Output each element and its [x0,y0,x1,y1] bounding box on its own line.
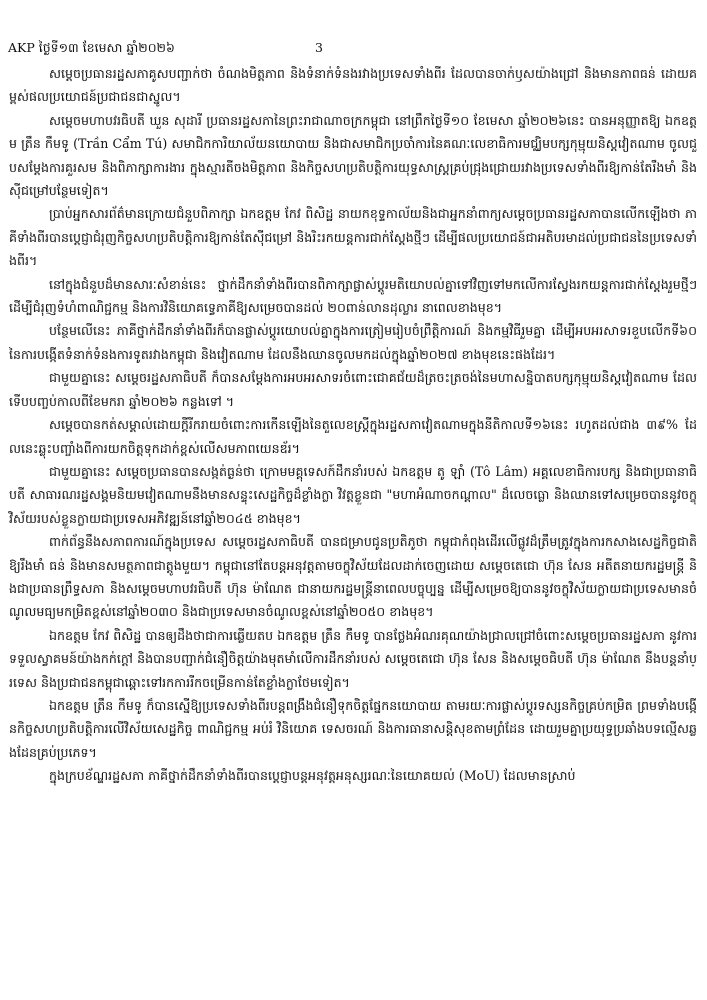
paragraph: សម្តេចបានកត់សម្គាល់ដោយក្តីរីករាយចំពោះការកើនឡើងនៃតួលេខស្ត្រីក្នុងរដ្ឋសភាវៀតណាមក្នុងនីតិកាលទី១៦នេះ រហូតដល់ជាង ៣៩% ដែលនេះឆ្លុះបញ្ចាំងពីការយកចិត្តទុកដាក់ខ្ពស់លើសមភាពយេនឌ័រ។ [9,417,697,456]
paragraph: ឯកឧត្តម កែវ ពិសិដ្ឋ បានឲ្យដឹងថាជាការឆ្លើយតប ឯកឧត្តម ត្រឹន កឹមទូ បានថ្លែងអំណរគុណយ៉ាងជ្រាលជ្រៅចំពោះសម្តេចប្រធានរដ្ឋសភា នូវការទទួលស្វាគមន៍យ៉ាងកក់ក្តៅ និងបានបញ្ជាក់ជំនឿចិត្តយ៉ាងមុតមាំលើការដឹកនាំរបស់ សម្តេចតេជោ ហ៊ុន សែន និងសម្តេចធិបតី ហ៊ុន ម៉ាណែត នឹងបន្តនាំប្រទេស និងប្រជាជនកម្ពុជាឆ្ពោះទៅរកការរីកចម្រើនកាន់តែខ្លាំងក្លាថែមទៀត។ [9,627,697,690]
paragraph: សម្តេចមហាបវរធិបតី ឃួន សុដារី ប្រធានរដ្ឋសភានៃព្រះរាជាណាចក្រកម្ពុជា នៅព្រឹកថ្ងៃទី១០ ខែមេសា ឆ្នាំ២០២៦នេះ បានអនុញ្ញាតឱ្យ ឯកឧត្តម ត្រឹន កឹមទូ (Trần Cẩm Tú) សមាជិកការិយាល័យនយោបាយ និងជាសមាជិកប្រចាំការនៃគណៈលេខាធិការមជ្ឈិមបក្សកុម្មុយនិស្តវៀតណាម ចូលជួបសម្តែងការគួរសម និងពិភាក្សាការងារ ក្នុងស្មារតីចងមិត្តភាព និងកិច្ចសហប្រតិបត្តិការយុទ្ធសាស្ត្រគ្រប់ជ្រុងជ្រោយរវាងប្រទេសទាំងពីរឱ្យកាន់តែរឹងមាំ និងស៊ីជម្រៅបន្ថែមទៀត។ [9,112,697,199]
paragraph: សម្តេចប្រធានរដ្ឋសភាគូសបញ្ជាក់ថា ចំណងមិត្តភាព ​និងទំនាក់ទំនងរវាងប្រទេសទាំងពីរ ដែលបានចាក់ឫសយ៉ាងជ្រៅ និងមានភាពធន់ ដោយគម្ពស់ផលប្រយោជន៍ប្រជាជនជាស្នូល។ [9,66,697,105]
dateline: AKP ថ្ងៃទី១៣ ខែមេសា ឆ្នាំ២០២៦ [8,40,175,55]
paragraph: ជាមួយគ្នានេះ សម្តេចប្រធានបានសង្កត់ធ្ងន់ថា ក្រោមមគ្គុទេសក៍ដឹកនាំរបស់ ឯកឧត្តម តូ ឡាំ (Tô Lâm) អគ្គលេខាធិការបក្ស និងជាប្រធានាធិបតី សាធារណរដ្ឋសង្គមនិយមវៀតណាមនឹងមានសន្ទុះសេដ្ឋកិច្ចដ៏ខ្លាំងក្លា វិវត្តខ្លួនជា "មហាអំណាចកណ្តាល" ដ៏លេចធ្លោ និងឈានទៅសម្រេចបាននូវចក្ខុវិស័យរបស់ខ្លួនក្លាយជាប្រទេសអភិវឌ្ឍន៍នៅឆ្នាំ២០៤៥ ខាងមុខ។ [9,463,697,526]
paragraph: ឯកឧត្តម ត្រឹន កឹមទូ ក៏បានស្នើឱ្យប្រទេសទាំងពីរបន្តពង្រឹងជំនឿទុកចិត្តផ្នែកនយោបាយ តាមរយៈការផ្លាស់ប្តូរទស្សនកិច្ចគ្រប់កម្រិត ព្រមទាំងបង្កើនកិច្ចសហប្រតិបត្តិការលើវិស័យសេដ្ឋកិច្ច ពាណិជ្ជកម្ម អប់រំ វិនិយោគ ទេសចរណ៍ និងការធានាសន្តិសុខតាមព្រំដែន ដោយរួមគ្នាប្រយុទ្ធប្រឆាំងបទល្មើសឆ្លងដែនគ្រប់ប្រភេទ។ [9,697,697,760]
paragraph: ក្នុងក្របខ័ណ្ឌរដ្ឋសភា ភាគីថ្នាក់ដឹកនាំទាំងពីរបានប្តេជ្ញាបន្តអនុវត្តអនុស្សរណៈនៃយោគយល់ (MoU) ដែលមានស្រាប់ [49,768,576,784]
page-number: 3 [315,40,323,55]
page-header [8,38,699,58]
paragraph: ពាក់ព័ន្ធនឹងសភាពការណ៍ក្នុងប្រទេស សម្តេចរដ្ឋសភាធិបតី បានជម្រាបជូនប្រតិភូថា កម្ពុជាកំពុងដើរលើផ្លូវដ៏ត្រឹមត្រូវក្នុងការកសាងសេដ្ឋកិច្ចជាតិឱ្យរឹងមាំ ធន់ និងមានសមត្ថភាពជាត្តូងមួយ។ កម្ពុជានៅតែបន្តអនុវត្តតាមចក្ខុវិស័យដែលដាក់ចេញដោយ សម្តេចតេជោ ហ៊ុន សែន អតីតនាយករដ្ឋមន្ត្រី និងជាប្រធានព្រឹទ្ធសភា និងសម្តេចមហាបវរធិបតី ហ៊ុន ម៉ាណែត ជានាយករដ្ឋមន្ត្រីនាពេលបច្ចុប្បន្ន ដើម្បីសម្រេចឱ្យបាននូវចក្ខុវិស័យក្លាយជាប្រទេសមានចំណូលមធ្យមកម្រិតខ្ពស់នៅឆ្នាំ២០៣០ និងជាប្រទេសមានចំណូលខ្ពស់នៅឆ្នាំ២០៥០ ខាងមុខ។ [9,534,697,620]
paragraph: ជាមួយគ្នានេះ សម្តេចរដ្ឋសភាធិបតី ក៏បានសម្តែងការអបអរសាទរចំពោះជោគជ័យដ៏ត្រចះត្រចង់នៃមហាសន្និបាតបក្សកុម្មុយនិស្តវៀតណាម ដែលទើបបញ្ចប់កាលពីខែមករា ឆ្នាំ២០២៦ កន្លងទៅ ។ [9,370,697,409]
article-body [9,62,697,786]
paragraph: ប្រាប់អ្នកសារព័ត៌មានក្រោយជំនួបពិភាក្សា ឯកឧត្តម កែវ ពិសិដ្ឋ នាយកខុទ្ទកាល័យនិងជាអ្នកនាំពាក្យសម្តេចប្រធានរដ្ឋសភាបានលើកឡើងថា ភាគីទាំងពីរបានប្តេជ្ញាជំរុញកិច្ចសហប្រតិបត្តិការឱ្យកាន់តែស៊ីជម្រៅ និងរិះរកយន្តការជាក់ស្តែងថ្មីៗ ដើម្បីផលប្រយោជន៍ជាអតិបរមាដល់ប្រជាជននៃប្រទេសទាំងពីរ។ [9,206,697,269]
paragraph: បន្ថែមលើនេះ ភាគីថ្នាក់ដឹកនាំទាំងពីរក៏បានផ្លាស់ប្តូរយោបល់គ្នាក្នុងការត្រៀមរៀបចំព្រឹត្តិការណ៍ និងកម្មវិធីរួមគ្នា ដើម្បីអបអរសាទរខួបលើកទី៦០ នៃការបង្កើតទំនាក់ទំនងការទូតរវាងកម្ពុជា និងវៀតណាម ដែលនឹងឈានចូលមកដល់ក្នុងឆ្នាំ២០២៧ ខាងមុខនេះផងដែរ។ [9,323,697,362]
paragraph: នៅក្នុងជំនួបដ៏មានសារៈសំខាន់នេះ ថ្នាក់ដឹកនាំទាំងពីរបានពិភាក្សាផ្លាស់ប្តូរមតិយោបល់គ្នាទៅវិញទៅមកលើការស្វែងរកយន្តការជាក់ស្តែងរួមថ្មីៗ ដើម្បីជំរុញទំហំពាណិជ្ជកម្ម និងការវិនិយោគទ្វេភាគីឱ្យសម្រេចបានដល់ ២០ពាន់លានដុល្លារ នាពេលខាងមុខ។ [9,276,697,316]
